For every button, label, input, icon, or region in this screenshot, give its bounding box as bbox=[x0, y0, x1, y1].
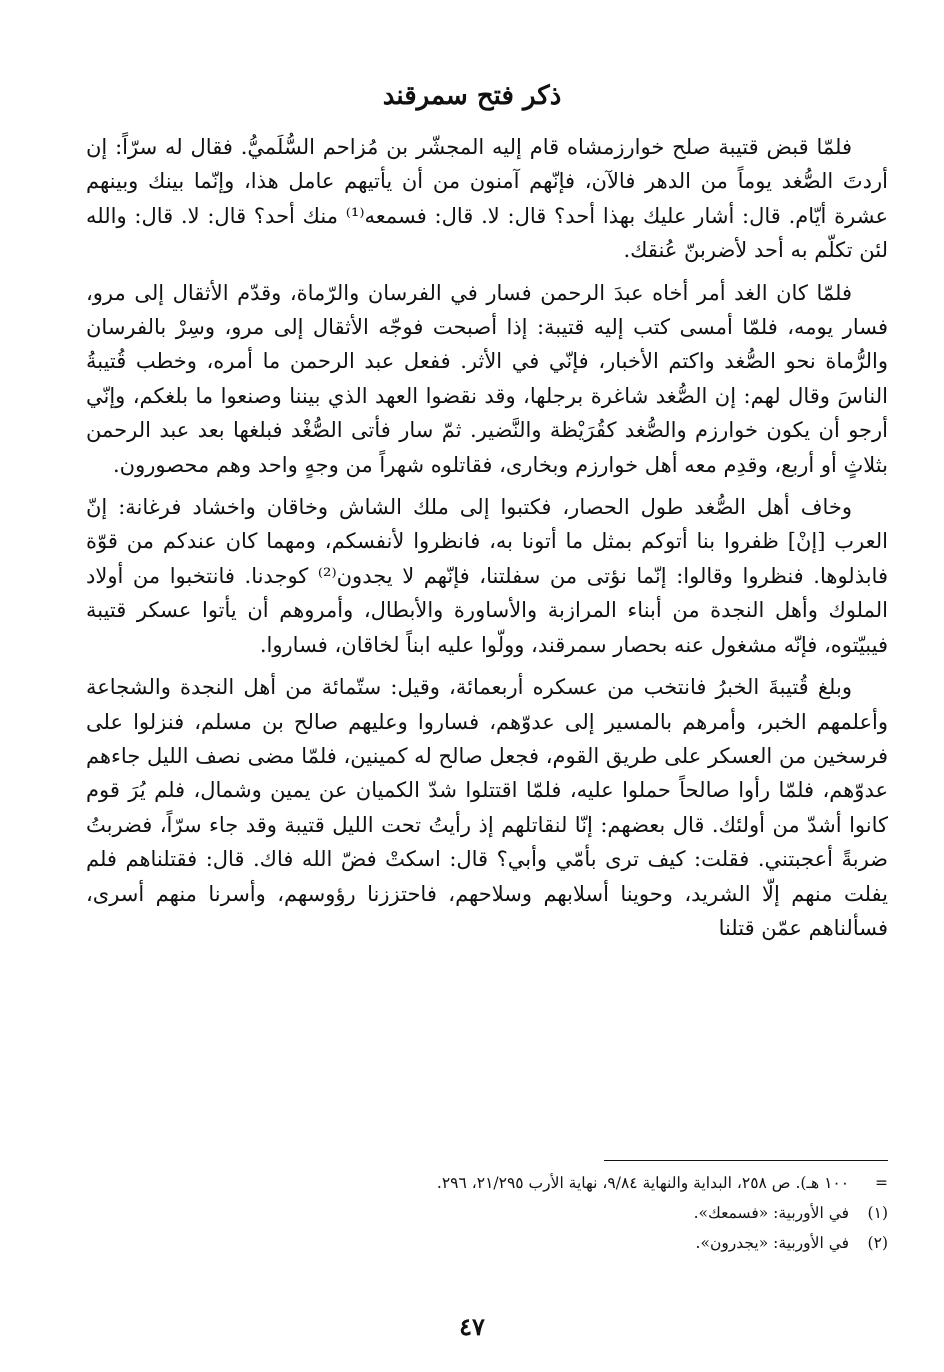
footnote bbox=[86, 1228, 888, 1258]
paragraph: وخاف أهل الصُّغد طول الحصار، فكتبوا إلى ملك الشاش وخاقان واخشاد فرغانة: إنّ العرب [إنْ] ظفروا بنا أتوكم بمثل ما أتونا به، فانظروا لأنفسكم، ومهما كان عندكم من قوّة فابذلوها. فنظروا وقالوا: إنّما نؤتى من سفلتنا، فإنّهم لا يجدون⁽²⁾ كوجدنا. فانتخبوا من أولاد الملوك وأهل النجدة من أبناء المرازبة والأساورة والأبطال، وأمروهم أن يأتوا عسكر قتيبة فيبيّتوه، فإنّه مشغول عنه بحصار سمرقند، وولّوا عليه ابناً لخاقان، فساروا. bbox=[86, 495, 888, 657]
paragraph: فلمّا كان الغد أمر أخاه عبدَ الرحمن فسار في الفرسان والرّماة، وقدّم الأثقال إلى مرو، فسار يومه، فلمّا أمسى كتب إليه قتيبة: إذا أصبحت فوجّه الأثقال إلى مرو، وسِرْ بالفرسان والرُّماة نحو الصُّغد واكتم الأخبار، فإنّي في الأثر. ففعل عبد الرحمن ما أمره، وخطب قُتيبةُ الناسَ وقال لهم: إن الصُّغد شاغرة برجلها، وقد نقضوا العهد الذي بيننا وصنعوا ما بلغكم، وإنّي أرجو أن يكون خوارزم والصُّغد كقُرَيْظة والنَّضير. ثمّ سار فأتى الصُّغْد فبلغها بعد عبد الرحمن بثلاثٍ أو أربع، وقدِم معه أهل خوارزم وبخارى، فقاتلوه شهراً من وجهٍ واحد وهم محصورون. bbox=[86, 280, 888, 477]
page-title: ذكر فتح سمرقند bbox=[382, 81, 562, 111]
paragraph: فلمّا قبض قتيبة صلح خوارزمشاه قام إليه المجشّر بن مُزاحم السُّلَميُّ. فقال له سرّاً: إن أردتَ الصُّغد يوماً من الدهر فالآن، فإنّهم آمنون من أن يأتيهم عامل هذا، وإنّما بينك وبينهم عشرة أيّام. قال: أشار عليك بهذا أحد؟ قال: لا. قال: فسمعه⁽¹⁾ منك أحد؟ قال: لا. قال: والله لئن تكلّم به أحد لأضربنّ عُنقك. bbox=[86, 135, 888, 263]
footnote-mark: = bbox=[875, 1174, 888, 1192]
footnotes bbox=[86, 1168, 888, 1258]
paragraph: وبلغ قُتيبةَ الخبرُ فانتخب من عسكره أربعمائة، وقيل: ستّمائة من أهل النجدة والشجاعة وأعلمهم الخبر، وأمرهم بالمسير إلى عدوّهم، فساروا وعليهم صالح بن مسلم، فنزلوا على فرسخين من العسكر على طريق القوم، فجعل صالح له كمينين، فلمّا مضى نصف الليل جاءهم عدوّهم، فلمّا رأوا صالحاً حملوا عليه، فلمّا اقتتلوا شدّ الكميان عن يمين وشمال، فلم يُرَ قوم كانوا أشدّ من أولئك. قال بعضهم: إنّا لنقاتلهم إذ رأيتُ تحت الليل قتيبة وقد جاء سرّاً، فضربتُ ضربةً أعجبتني. فقلت: كيف ترى بأمّي وأبي؟ قال: اسكتْ فضّ الله فاك. قال: فقتلناهم فلم يفلت منهم إلّا الشريد، وحوينا أسلابهم وسلاحهم، فاحتززنا رؤوسهم، وأسرنا منهم أسرى، فسألناهم عمّن قتلنا bbox=[86, 675, 888, 940]
main-text bbox=[86, 130, 888, 953]
page-number: ٤٧ bbox=[459, 1312, 485, 1341]
footnote bbox=[86, 1168, 888, 1198]
footnote-text: في الأوربية: «يجدرون». bbox=[695, 1234, 850, 1252]
footnote-text: في الأوربية: «فسمعك». bbox=[693, 1204, 850, 1222]
footnote-separator bbox=[604, 1160, 888, 1161]
footnote-mark: (١) bbox=[867, 1204, 888, 1222]
footnote bbox=[86, 1198, 888, 1228]
footnote-text: ١٠٠ هـ). ص ٢٥٨، البداية والنهاية ٩/٨٤، نهاية الأرب ٢١/٢٩٥، ٢٩٦. bbox=[436, 1174, 850, 1192]
footnote-mark: (٢) bbox=[867, 1234, 888, 1252]
